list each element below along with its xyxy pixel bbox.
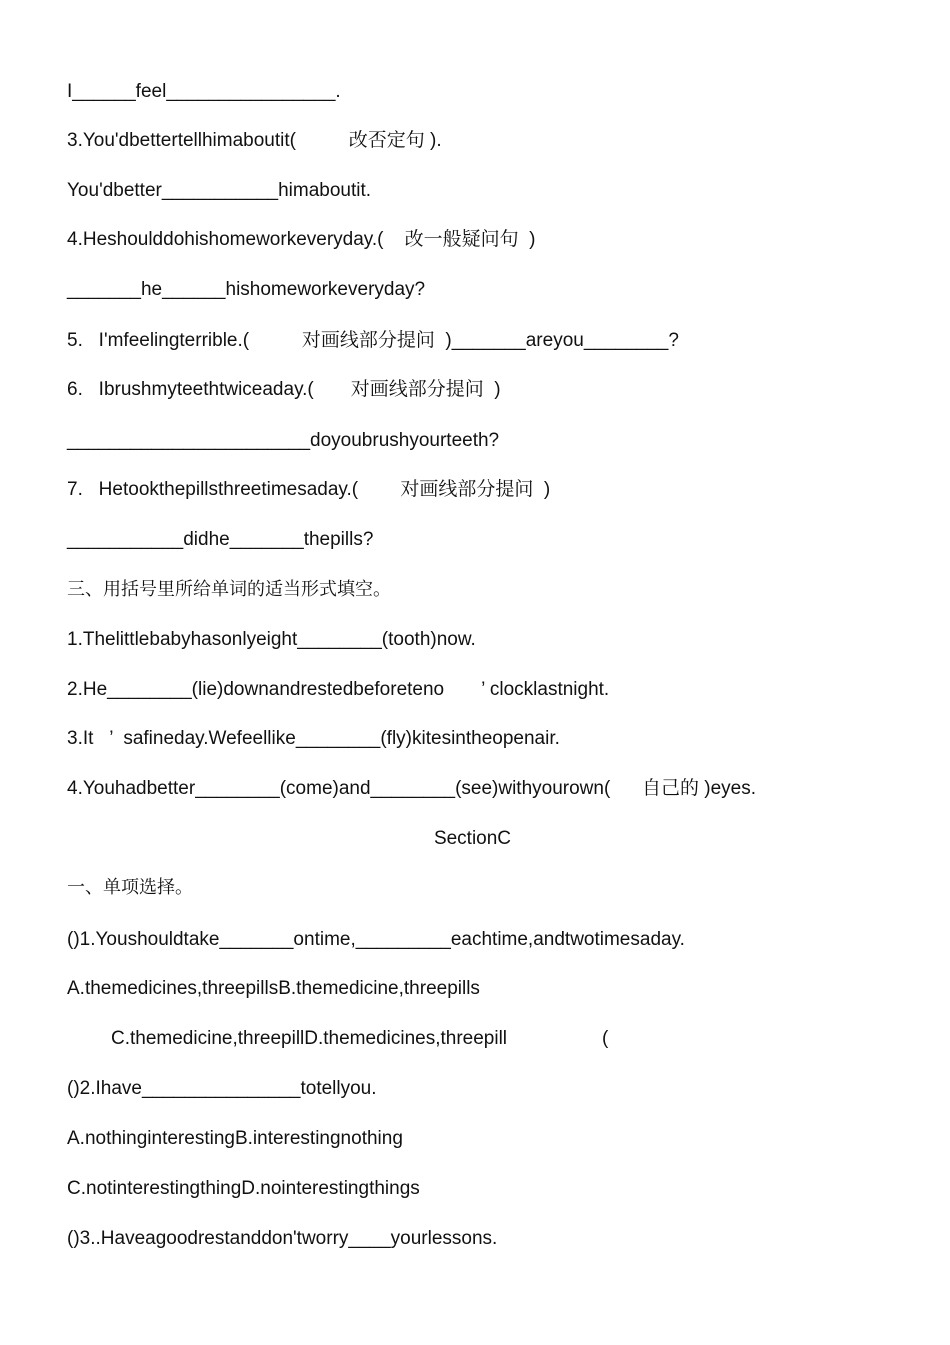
text-line: _______he______hishomeworkeveryday? [67,279,426,300]
text-line: 7. Hetookthepillsthreetimesaday.( 对画线部分提问 ) [67,479,551,500]
option-line: C.notinterestingthingD.nointerestingthings [67,1178,420,1199]
section-heading: 一、单项选择。 [67,877,193,898]
text-line: 4.Youhadbetter________(come)and________(see)withyourown( 自己的 )eyes. [67,778,756,799]
text-line: 3.You'dbettertellhimaboutit( 改否定句 ). [67,130,442,151]
question-line: ()1.Youshouldtake_______ontime,_________eachtime,andtwotimesaday. [67,929,685,950]
question-line: ()2.Ihave_______________totellyou. [67,1078,377,1099]
text-line: ___________didhe_______thepills? [67,529,374,550]
text-line: You'dbetter___________himaboutit. [67,180,372,201]
question-line: ()3..Haveagoodrestanddon'tworry____yourlessons. [67,1228,498,1249]
option-line: C.themedicine,threepillD.themedicines,threepill ( [111,1028,609,1049]
text-line: _______________________doyoubrushyourteeth? [67,430,500,451]
text-line: I______feel________________. [67,81,341,102]
text-line: 4.Heshoulddohishomeworkeveryday.( 改一般疑问句 ) [67,229,536,250]
text-line: 6. Ibrushmyteethtwiceaday.( 对画线部分提问 ) [67,379,501,400]
section-heading: 三、用括号里所给单词的适当形式填空。 [67,579,391,600]
text-line: 3.It ’ safineday.Wefeellike________(fly)kitesintheopenair. [67,728,560,749]
text-line: 5. I'mfeelingterrible.( 对画线部分提问 )_______areyou________? [67,330,679,351]
text-line: 1.Thelittlebabyhasonlyeight________(tooth)now. [67,629,476,650]
option-line: A.themedicines,threepillsB.themedicine,threepills [67,978,480,999]
option-line: A.nothinginterestingB.interestingnothing [67,1128,403,1149]
text-line: 2.He________(lie)downandrestedbeforeteno ’ clocklastnight. [67,679,610,700]
section-title: SectionC [433,828,512,849]
